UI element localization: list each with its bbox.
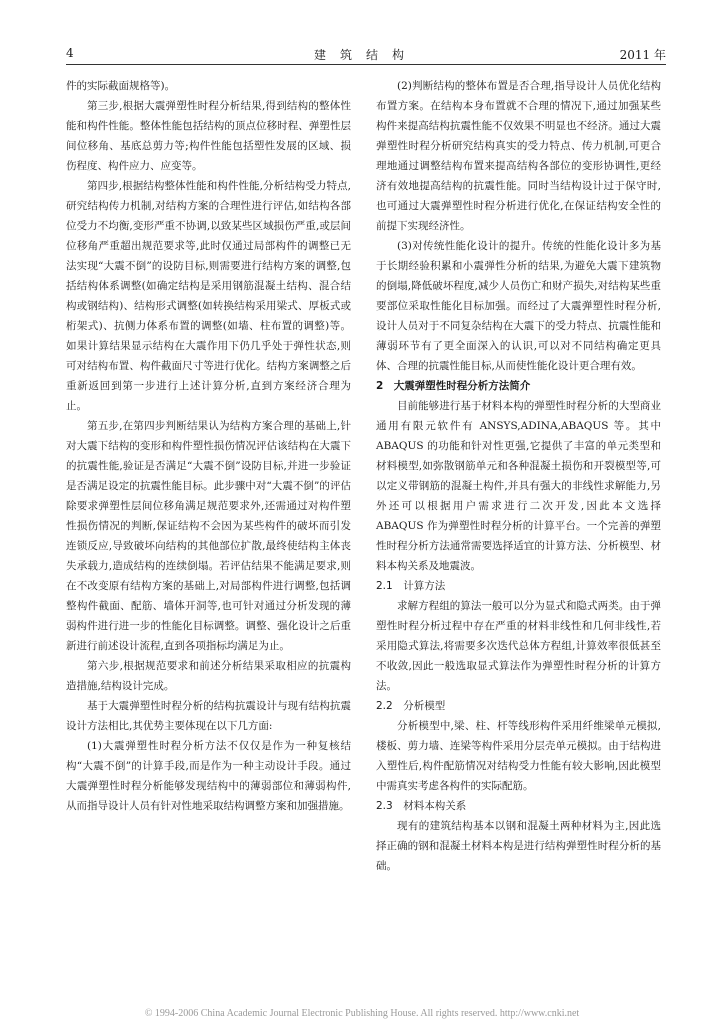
issue-year: 2011 年 <box>619 48 666 62</box>
right-column <box>376 76 661 876</box>
paragraph: 求解方程组的算法一般可以分为显式和隐式两类。由于弹塑性时程分析过程中存在严重的材料非线性和几何非线性,若采用隐式算法,将需要多次迭代总体方程组,计算效率很低甚至不收敛,因此一般选取显式算法作为弹塑性时程分析的计算方法。 <box>376 600 661 692</box>
header-rule <box>66 64 666 65</box>
paragraph: 第六步,根据规范要求和前述分析结果采取相应的抗震构造措施,结构设计完成。 <box>66 660 351 692</box>
paragraph: 基于大震弹塑性时程分析的结构抗震设计与现有结构抗震设计方法相比,其优势主要体现在以下几方面: <box>66 700 351 732</box>
paragraph: 第四步,根据结构整体性能和构件性能,分析结构受力特点,研究结构传力机制,对结构方案的合理性进行评估,如结构各部位受力不均衡,变形严重不协调,以致某些区域损伤严重,或层间位移角严重超出规范要求等,此时仅通过局部构件的调整已无法实现“大震不倒”的设防目标,则需要进行结构方案的调整,包括结构体系调整(如确定结构是采用钢筋混凝土结构、混合结构或钢结构)、结构形式调整(如转换结构采用梁式、厚板式或桁架式)、抗侧力体系布置的调整(如墙、柱布置的调整)等。如果计算结果显示结构在大震作用下仍几乎处于弹性状态,则可对结构布置、构件截面尺寸等进行优化。结构方案调整之后重新返回到第一步进行上述计算分析,直到方案经济合理为止。 <box>66 180 351 412</box>
copyright-footer: © 1994-2006 China Academic Journal Electronic Publishing House. All rights reserved. http://www.cnki.net <box>144 1008 580 1019</box>
left-column <box>66 76 351 816</box>
paragraph: 第五步,在第四步判断结果认为结构方案合理的基础上,针对大震下结构的变形和构件塑性损伤情况评估该结构在大震下的抗震性能,验证是否满足“大震不倒”设防目标,并进一步验证是否满足设定的抗震性能目标。此步骤中对“大震不倒”的评估除要求弹塑性层间位移角满足规范要求外,还需通过对构件塑性损伤情况的判断,保证结构不会因为某些构件的破坏而引发连锁反应,导致破坏向结构的其他部位扩散,最终使结构主体丧失承载力,造成结构的连续倒塌。若评估结果不能满足要求,则在不改变原有结构方案的基础上,对局部构件进行调整,包括调整构件截面、配筋、墙体开洞等,也可针对通过分析发现的薄弱构件进行进一步的性能化目标调整。调整、强化设计之后重新进行前述设计流程,直到各项指标均满足为止。 <box>66 420 351 652</box>
page-number: 4 <box>66 46 74 60</box>
paragraph: 第三步,根据大震弹塑性时程分析结果,得到结构的整体性能和构件性能。整体性能包括结构的顶点位移时程、弹塑性层间位移角、基底总剪力等;构件性能包括塑性发展的区域、损伤程度、构件应力、应变等。 <box>66 100 351 172</box>
subsection-heading: 2.3 材料本构关系 <box>376 800 467 812</box>
paragraph: (3)对传统性能化设计的提升。传统的性能化设计多为基于长期经验积累和小震弹性分析的结果,为避免大震下建筑物的倒塌,降低破坏程度,减少人员伤亡和财产损失,对结构某些重要部位采取性能化目标加强。而经过了大震弹塑性时程分析,设计人员对于不同复杂结构在大震下的受力特点、抗震性能和薄弱环节有了更全面深入的认识,可以对不同结构确定更具体、合理的抗震性能目标,从而使性能化设计更合理有效。 <box>376 240 661 372</box>
paragraph: 件的实际截面规格等)。 <box>66 80 176 92</box>
page-header <box>66 46 666 64</box>
paragraph: (2)判断结构的整体布置是否合理,指导设计人员优化结构布置方案。在结构本身布置就不合理的情况下,通过加强某些构件来提高结构抗震性能不仅效果不明显也不经济。通过大震弹塑性时程分析研究结构真实的受力特点、传力机制,可更合理地通过调整结构布置来提高结构各部位的变形协调性,更经济有效地提高结构的抗震性能。同时当结构设计过于保守时,也可通过大震弹塑性时程分析进行优化,在保证结构安全性的前提下实现经济性。 <box>376 80 661 232</box>
subsection-heading: 2.1 计算方法 <box>376 580 446 592</box>
journal-title: 建筑结构 <box>313 48 418 62</box>
paragraph: 目前能够进行基于材料本构的弹塑性时程分析的大型商业通用有限元软件有 ANSYS,ADINA,ABAQUS 等。其中 ABAQUS 的功能和针对性更强,它提供了丰富的单元类型和材料模型,如弥散钢筋单元和各种混凝土损伤和开裂模型等,可以定义带钢筋的混凝土构件,并具有强大的非线性求解能力,另外还可以根据用户需求进行二次开发,因此本文选择 ABAQUS 作为弹塑性时程分析的计算平台。一个完善的弹塑性时程分析方法通常需要选择适宜的计算方法、分析模型、材料本构关系及地震波。 <box>376 400 661 572</box>
subsection-heading: 2.2 分析模型 <box>376 700 446 712</box>
paragraph: 分析模型中,梁、柱、杆等线形构件采用纤维梁单元模拟,楼板、剪力墙、连梁等构件采用分层壳单元模拟。由于结构进入塑性后,构件配筋情况对结构受力性能有较大影响,因此模型中需真实考虑各构件的实际配筋。 <box>376 720 661 792</box>
paragraph: 现有的建筑结构基本以钢和混凝土两种材料为主,因此选择正确的钢和混凝土材料本构是进行结构弹塑性时程分析的基础。 <box>376 820 661 872</box>
paragraph: (1)大震弹塑性时程分析方法不仅仅是作为一种复核结构“大震不倒”的计算手段,而是作为一种主动设计手段。通过大震弹塑性时程分析能够发现结构中的薄弱部位和薄弱构件,从而指导设计人员有针对性地采取结构调整方案和加强措施。 <box>66 740 351 812</box>
section-heading: 2 大震弹塑性时程分析方法简介 <box>376 380 531 392</box>
